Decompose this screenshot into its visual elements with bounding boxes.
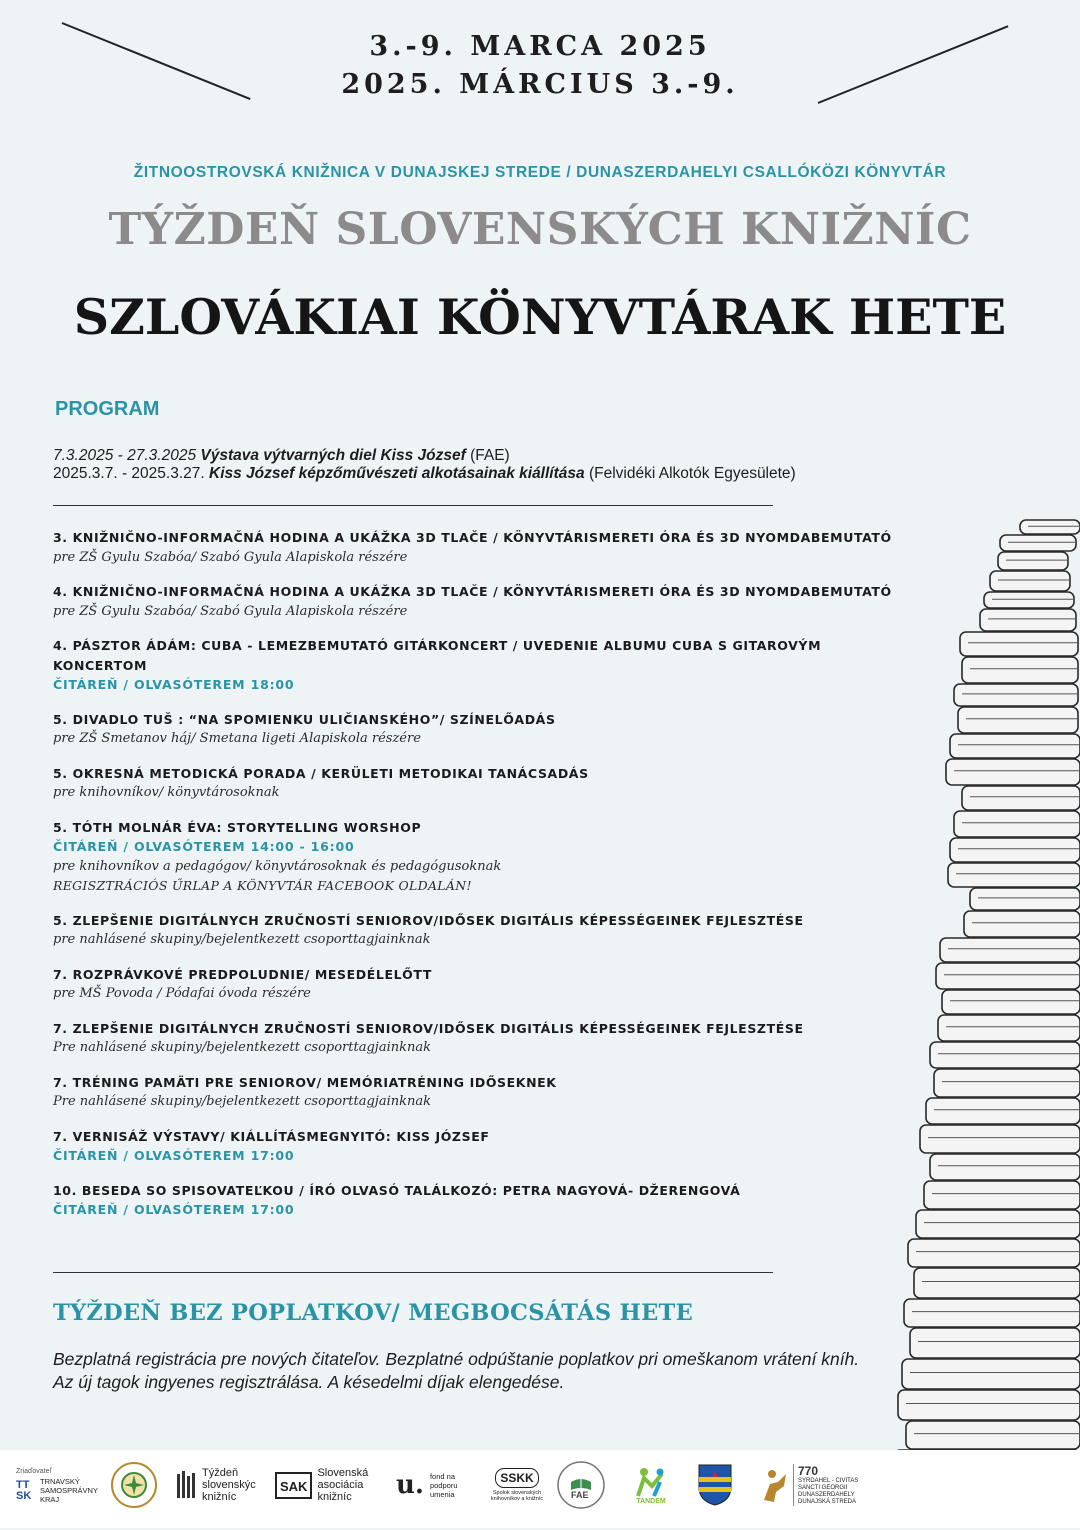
- event-audience: pre ZŠ Gyulu Szabóa/ Szabó Gyula Alapiskola részére: [53, 549, 408, 565]
- event-title: 3. KNIŽNIČNO-INFORMAČNÁ HODINA A UKÁŽKA 3D TLAČE / KÖNYVTÁRISMERETI ÓRA ÉS 3D NYOMDABEMUTATÓ: [53, 530, 892, 545]
- exhibition-line-hu: [53, 465, 796, 483]
- logo-library-seal: [110, 1460, 158, 1510]
- ttsk-mark: TT SK: [16, 1478, 32, 1502]
- book-spine: [906, 1421, 1080, 1449]
- event-title: 7. ROZPRÁVKOVÉ PREDPOLUDNIE/ MESEDÉLELŐTT: [53, 966, 432, 982]
- divider-top: [53, 505, 773, 506]
- ttsk-small-label: Zriaďovateľ: [16, 1468, 52, 1475]
- event-title: 5. DIVADLO TUŠ : “NA SPOMIENKU ULIČIANSKÉHO”/ SZÍNELŐADÁS: [53, 711, 556, 727]
- event-audience: pre knihovníkov a pedagógov/ könyvtárosoknak és pedagógusoknak: [53, 858, 502, 874]
- book-spine: [898, 1390, 1080, 1420]
- event-dates: [0, 28, 1080, 104]
- coat-of-arms-icon: [697, 1463, 733, 1507]
- title-slovak: TÝŽDEŇ SLOVENSKÝCH KNIŽNÍC: [108, 204, 972, 255]
- logo-ttsk: [16, 1460, 110, 1510]
- event-item: [53, 1073, 913, 1112]
- book-spine: [984, 592, 1074, 608]
- exhibition-info: [53, 447, 796, 483]
- event-place: ČITÁREŇ / OLVASÓTEREM 17:00: [53, 1202, 295, 1217]
- amnesty-heading: TÝŽDEŇ BEZ POPLATKOV/ MEGBOCSÁTÁS HETE: [53, 1300, 694, 1326]
- sak-mark: [275, 1472, 312, 1499]
- logo-tsk: [176, 1460, 260, 1510]
- book-spine: [936, 963, 1080, 989]
- title-hungarian: SZLOVÁKIAI KÖNYVTÁRAK HETE: [73, 288, 1007, 346]
- book-spine: [902, 1359, 1080, 1389]
- book-spine: [920, 1125, 1080, 1153]
- book-spine: [930, 1154, 1080, 1180]
- exhibition-org-hu: (Felvidéki Alkotók Egyesülete): [588, 465, 796, 482]
- book-spine: [1020, 520, 1080, 534]
- book-spine: [946, 759, 1080, 785]
- logo-sskk: [488, 1460, 546, 1510]
- ds-text: SYRDAHEL - CIVITAS SANCTI GEORGII DUNASZERDAHELY DUNAJSKÁ STREDA: [798, 1478, 859, 1505]
- event-item: [53, 764, 913, 803]
- event-audience: pre MŠ Povoda / Pódafai óvoda részére: [53, 986, 311, 1001]
- book-spine: [904, 1299, 1080, 1327]
- book-stack-illustration: [880, 515, 1080, 1530]
- books-bars-icon: [176, 1470, 198, 1500]
- event-item: [53, 582, 913, 621]
- event-audience: pre knihovníkov/ könyvtárosoknak: [53, 785, 280, 800]
- book-spine: [954, 811, 1080, 837]
- amnesty-line-hu: Az új tagok ingyenes regisztrálása. A késedelmi díjak elengedése.: [53, 1372, 565, 1392]
- program-heading: PROGRAM: [55, 398, 160, 420]
- event-item: [53, 1181, 913, 1220]
- event-title: 7. VERNISÁŽ VÝSTAVY/ KIÁLLÍTÁSMEGNYITÓ: KISS JÓZSEF: [53, 1128, 490, 1144]
- fpu-mark: u.: [396, 1470, 424, 1500]
- saint-george-icon: [760, 1464, 790, 1506]
- event-item: [53, 1019, 913, 1058]
- book-spine: [914, 1268, 1080, 1298]
- book-spine: [926, 1098, 1080, 1124]
- book-spine: [942, 990, 1080, 1014]
- event-title: 5. OKRESNÁ METODICKÁ PORADA / KERÜLETI METODIKAI TANÁCSADÁS: [53, 765, 589, 781]
- exhibition-dates-sk: 7.3.2025 - 27.3.2025: [53, 447, 197, 464]
- book-spine: [930, 1042, 1080, 1068]
- event-audience: pre ZŠ Gyulu Szabóa/ Szabó Gyula Alapiskola részére: [53, 603, 408, 619]
- event-title: 5. ZLEPŠENIE DIGITÁLNYCH ZRUČNOSTÍ SENIOROV/IDŐSEK DIGITÁLIS KÉPESSÉGEINEK FEJLESZTÉSE: [53, 912, 804, 928]
- book-spine: [938, 1015, 1080, 1041]
- fae-text: FAE: [571, 1490, 589, 1500]
- event-item: [53, 818, 913, 896]
- event-title: 4. KNIŽNIČNO-INFORMAČNÁ HODINA A UKÁŽKA 3D TLAČE / KÖNYVTÁRISMERETI ÓRA ÉS 3D NYOMDABEMUTATÓ: [53, 584, 892, 599]
- book-spine: [954, 684, 1078, 706]
- event-item: [53, 710, 913, 749]
- event-audience: pre ZŠ Smetanov háj/ Smetana ligeti Alapiskola részére: [53, 731, 421, 746]
- book-spine: [950, 838, 1080, 862]
- logo-coat-of-arms: [697, 1460, 733, 1510]
- event-title: 7. TRÉNING PAMÄTI PRE SENIOROV/ MEMÓRIATRÉNING IDŐSEKNEK: [53, 1074, 557, 1090]
- divider-bottom: [53, 1272, 773, 1273]
- logo-dunajska-streda-770: [760, 1460, 878, 1510]
- tandem-text: TANDEM: [636, 1497, 666, 1505]
- event-audience: Pre nahlásené skupiny/bejelentkezett csoporttagjainknak: [53, 1040, 431, 1055]
- logo-fpu: [396, 1460, 470, 1510]
- book-spine: [916, 1210, 1080, 1238]
- book-spine: [970, 888, 1080, 910]
- book-spine: [960, 632, 1078, 656]
- book-spine: [964, 911, 1080, 937]
- exhibition-title-hu: Kiss József képzőművészeti alkotásainak kiállítása: [209, 465, 585, 482]
- event-place: ČITÁREŇ / OLVASÓTEREM 17:00: [53, 1148, 295, 1163]
- book-spine: [934, 1069, 1080, 1097]
- sak-mark-text: SAK: [280, 1478, 308, 1494]
- events-list: [53, 528, 913, 1235]
- book-spine: [990, 571, 1070, 591]
- book-spine: [940, 938, 1080, 962]
- exhibition-dates-hu: 2025.3.7. - 2025.3.27.: [53, 465, 205, 482]
- event-audience: Pre nahlásené skupiny/bejelentkezett csoporttagjainknak: [53, 1094, 431, 1109]
- book-spine: [950, 734, 1080, 758]
- book-spine: [1000, 535, 1076, 551]
- sskk-text: Spolok slovenských knihovníkov a knižníc: [490, 1490, 544, 1502]
- exhibition-org-sk: (FAE): [470, 447, 510, 464]
- tandem-figures-icon: [632, 1466, 670, 1498]
- ds-number: 770: [798, 1464, 819, 1478]
- event-item: [53, 965, 913, 1004]
- event-item: [53, 1127, 913, 1166]
- exhibition-title-sk: Výstava výtvarných diel Kiss József: [200, 447, 466, 464]
- book-spine: [908, 1239, 1080, 1267]
- book-spine: [924, 1181, 1080, 1209]
- logo-tandem: [632, 1460, 670, 1510]
- book-spine: [910, 1328, 1080, 1358]
- book-spine: [962, 786, 1080, 810]
- fpu-text: fond na podporu umenia: [429, 1471, 458, 1499]
- event-audience: pre nahlásené skupiny/bejelentkezett csoporttagjainknak: [53, 932, 431, 947]
- fae-seal-icon: [556, 1460, 606, 1510]
- book-spine: [962, 657, 1078, 683]
- book-spine: [958, 707, 1078, 733]
- event-title: 4. PÁSZTOR ÁDÁM: CUBA - LEMEZBEMUTATÓ GITÁRKONCERT / UVEDENIE ALBUMU CUBA S GITAROVÝM KONCERTOM: [53, 638, 822, 673]
- event-place: ČITÁREŇ / OLVASÓTEREM 14:00 - 16:00: [53, 839, 355, 854]
- event-title: 5. TÓTH MOLNÁR ÉVA: STORYTELLING WORSHOP: [53, 819, 422, 835]
- event-note: REGISZTRÁCIÓS ŰRLAP A KÖNYVTÁR FACEBOOK OLDALÁN!: [53, 878, 472, 893]
- book-spine: [998, 552, 1068, 570]
- ttsk-text: TRNAVSKÝ SAMOSPRÁVNY KRAJ: [40, 1477, 98, 1504]
- event-title: 7. ZLEPŠENIE DIGITÁLNYCH ZRUČNOSTÍ SENIOROV/IDŐSEK DIGITÁLIS KÉPESSÉGEINEK FEJLESZTÉSE: [53, 1020, 804, 1036]
- book-spine: [948, 863, 1080, 887]
- exhibition-line-sk: [53, 447, 796, 465]
- amnesty-line-sk: Bezplatná registrácia pre nových čitateľov. Bezplatné odpúštanie poplatkov pri omeškanom vrátení kníh.: [53, 1349, 860, 1369]
- logo-sak: [275, 1460, 377, 1510]
- event-place: ČITÁREŇ / OLVASÓTEREM 18:00: [53, 677, 295, 692]
- event-title: 10. BESEDA SO SPISOVATEĽKOU / ÍRÓ OLVASÓ TALÁLKOZÓ: PETRA NAGYOVÁ- DŽERENGOVÁ: [53, 1182, 741, 1198]
- date-slovak: 3.-9. MARCA 2025: [369, 31, 711, 62]
- book-spine: [980, 609, 1076, 631]
- sskk-mark: SSKK: [495, 1468, 538, 1488]
- tsk-text: Týždeň slovenskýc knižníc: [202, 1467, 256, 1503]
- organization-name: ŽITNOOSTROVSKÁ KNIŽNICA V DUNAJSKEJ STREDE / DUNASZERDAHELYI CSALLÓKÖZI KÖNYVTÁR: [133, 164, 947, 181]
- amnesty-text: [53, 1348, 859, 1394]
- event-item: [53, 528, 913, 567]
- event-item: [53, 636, 913, 695]
- sak-text: Slovenská asociácia knižníc: [317, 1467, 369, 1503]
- date-hungarian: 2025. MÁRCIUS 3.-9.: [341, 69, 739, 100]
- library-seal-icon: [110, 1461, 158, 1509]
- logo-fae: [556, 1460, 606, 1510]
- event-item: [53, 911, 913, 950]
